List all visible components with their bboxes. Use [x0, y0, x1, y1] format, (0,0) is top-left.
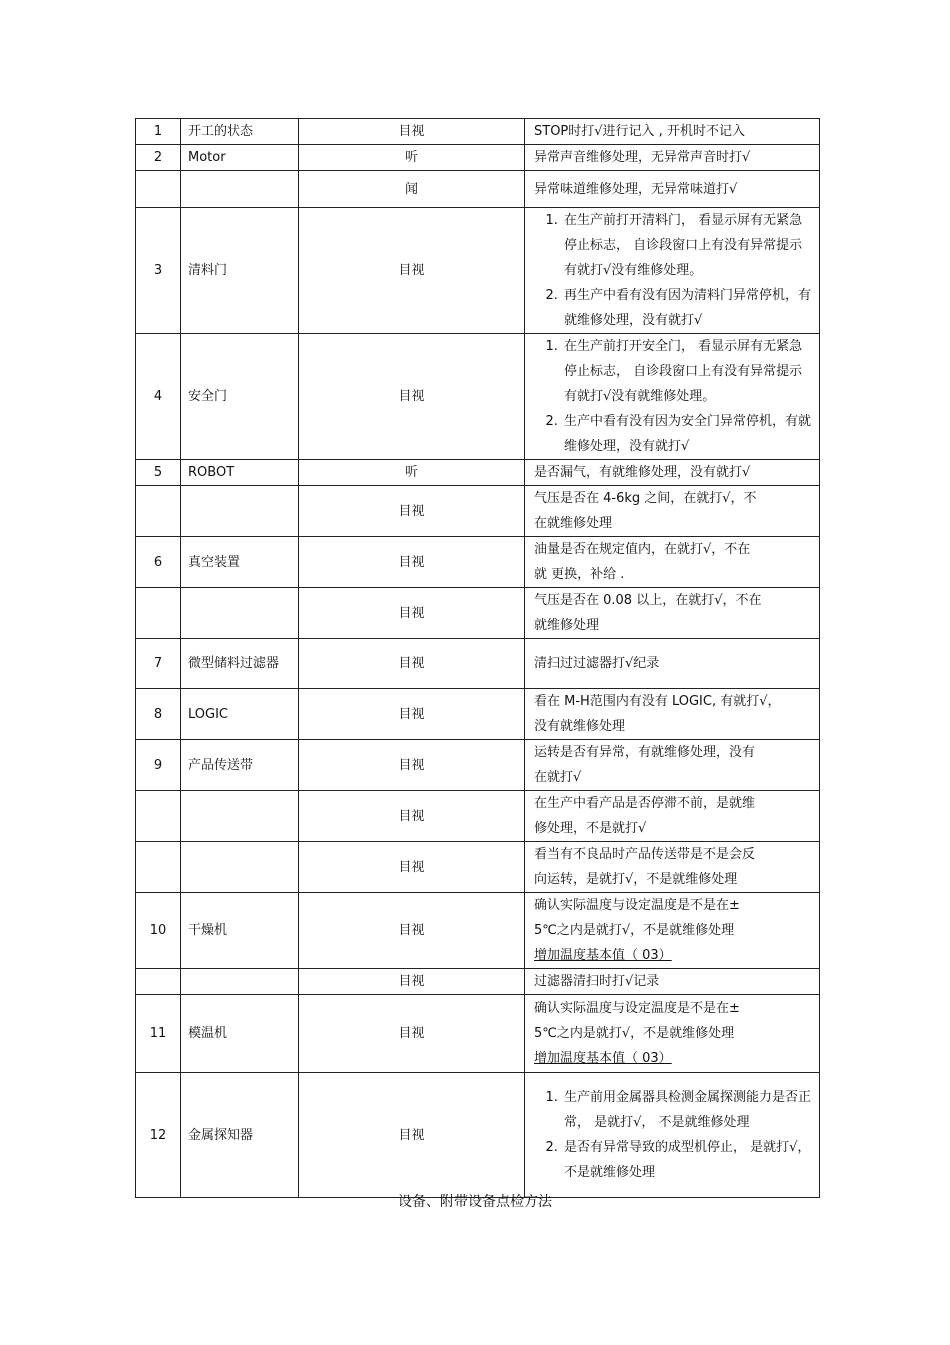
table-caption: 设备、附带设备点检方法: [398, 1194, 552, 1210]
description-line: 过滤器清扫时打√记录: [534, 974, 660, 989]
description-line: 气压是否在 4-6kg 之间，在就打√，不: [534, 491, 757, 506]
check-method: 目视: [299, 537, 525, 588]
row-number: [136, 791, 181, 842]
check-method: 目视: [299, 334, 525, 460]
description-line: 看当有不良品时产品传送带是不是会反: [534, 847, 756, 862]
check-method: 目视: [299, 791, 525, 842]
table-row: [136, 334, 820, 460]
description-line: 看在 M-H范围内有没有 LOGIC, 有就打√，: [534, 694, 781, 709]
description-line: STOP时打√进行记入 , 开机时不记入: [534, 124, 745, 139]
check-method: 闻: [299, 171, 525, 208]
table-row: [136, 486, 820, 537]
step-item: 1. 在生产前打开安全门， 看显示屏有无紧急停止标志， 自诊段窗口上有没有异常提示有就打√没有就维修处理。: [562, 334, 813, 409]
check-description: [525, 740, 820, 791]
row-number: 4: [136, 334, 181, 460]
check-description: [525, 334, 820, 460]
check-item: Motor: [181, 145, 299, 171]
table-row: [136, 639, 820, 689]
check-item: 微型储料过滤器: [181, 639, 299, 689]
check-item: [181, 969, 299, 995]
check-item: LOGIC: [181, 689, 299, 740]
check-method: 听: [299, 460, 525, 486]
row-number: [136, 171, 181, 208]
check-item: 模温机: [181, 995, 299, 1073]
check-item: 开工的状态: [181, 119, 299, 145]
step-item: 2. 是否有异常导致的成型机停止， 是就打√，不是就维修处理: [562, 1135, 813, 1185]
table-row: [136, 145, 820, 171]
table-row: [136, 842, 820, 893]
table-row: [136, 537, 820, 588]
description-line: 在就维修处理: [534, 516, 613, 531]
check-item: 金属探知器: [181, 1073, 299, 1198]
description-line: 清扫过过滤器打√纪录: [534, 656, 660, 671]
table-row: [136, 893, 820, 969]
description-line: 是否漏气，有就维修处理，没有就打√: [534, 465, 751, 480]
step-item: 1. 在生产前打开清料门， 看显示屏有无紧急停止标志， 自诊段窗口上有没有异常提示有就打√没有维修处理。: [562, 208, 813, 283]
check-method: 目视: [299, 995, 525, 1073]
description-line: 在就打√: [534, 770, 582, 785]
row-number: 12: [136, 1073, 181, 1198]
row-number: 6: [136, 537, 181, 588]
check-method: 目视: [299, 893, 525, 969]
check-method: 听: [299, 145, 525, 171]
check-method: 目视: [299, 740, 525, 791]
description-line: 5℃之内是就打√，不是就维修处理: [534, 1026, 735, 1041]
description-line: 异常味道维修处理，无异常味道打√: [534, 181, 738, 197]
table-row: [136, 208, 820, 334]
table-row: [136, 460, 820, 486]
check-description: [525, 588, 820, 639]
step-list: [534, 208, 813, 333]
check-description: [525, 995, 820, 1073]
table-row: [136, 171, 820, 208]
check-description: [525, 893, 820, 969]
description-line: 确认实际温度与设定温度是不是在±: [534, 1001, 740, 1016]
description-line: 异常声音维修处理，无异常声音时打√: [534, 150, 751, 165]
step-item: 1. 生产前用金属器具检测金属探测能力是否正常， 是就打√， 不是就维修处理: [562, 1085, 813, 1135]
description-line: 气压是否在 0.08 以上，在就打√，不在: [534, 593, 762, 608]
check-description: [525, 842, 820, 893]
row-number: 7: [136, 639, 181, 689]
description-line: 在生产中看产品是否停滞不前，是就维: [534, 796, 756, 811]
description-line: 运转是否有异常，有就维修处理，没有: [534, 745, 756, 760]
step-item: 2. 生产中看有没有因为安全门异常停机，有就维修处理，没有就打√: [562, 409, 813, 459]
description-line: 确认实际温度与设定温度是不是在±: [534, 898, 740, 913]
check-method: 目视: [299, 208, 525, 334]
description-line: 5℃之内是就打√，不是就维修处理: [534, 923, 735, 938]
check-item: [181, 842, 299, 893]
row-number: 2: [136, 145, 181, 171]
row-number: [136, 842, 181, 893]
check-description: [525, 208, 820, 334]
check-description: [525, 486, 820, 537]
check-method: 目视: [299, 969, 525, 995]
check-description: [525, 460, 820, 486]
row-number: [136, 486, 181, 537]
row-number: 8: [136, 689, 181, 740]
row-number: 11: [136, 995, 181, 1073]
row-number: [136, 969, 181, 995]
table-row: [136, 588, 820, 639]
inspection-table: [135, 118, 820, 1198]
check-item: [181, 588, 299, 639]
description-line: 就维修处理: [534, 618, 600, 633]
check-item: [181, 791, 299, 842]
table-row: [136, 791, 820, 842]
base-value-note: 增加温度基本值（ 03）: [534, 948, 672, 963]
table-row: [136, 740, 820, 791]
step-list: [534, 1085, 813, 1185]
table-row: [136, 995, 820, 1073]
row-number: 5: [136, 460, 181, 486]
description-line: 修处理，不是就打√: [534, 821, 647, 836]
check-item: 清料门: [181, 208, 299, 334]
description-line: 就 更换，补给 .: [534, 567, 625, 582]
description-line: 没有就维修处理: [534, 719, 626, 734]
check-item: ROBOT: [181, 460, 299, 486]
check-item: [181, 486, 299, 537]
check-description: [525, 969, 820, 995]
check-method: 目视: [299, 842, 525, 893]
row-number: 9: [136, 740, 181, 791]
check-item: 干燥机: [181, 893, 299, 969]
check-method: 目视: [299, 486, 525, 537]
check-description: [525, 171, 820, 208]
table-row: [136, 689, 820, 740]
check-description: [525, 119, 820, 145]
check-item: 真空装置: [181, 537, 299, 588]
check-method: 目视: [299, 119, 525, 145]
check-method: 目视: [299, 1073, 525, 1198]
check-description: [525, 1073, 820, 1198]
description-line: 向运转，是就打√，不是就维修处理: [534, 872, 738, 887]
check-description: [525, 791, 820, 842]
step-list: [534, 334, 813, 459]
check-description: [525, 639, 820, 689]
check-description: [525, 689, 820, 740]
check-method: 目视: [299, 588, 525, 639]
check-item: 安全门: [181, 334, 299, 460]
check-method: 目视: [299, 689, 525, 740]
row-number: 1: [136, 119, 181, 145]
row-number: [136, 588, 181, 639]
check-description: [525, 537, 820, 588]
check-item: 产品传送带: [181, 740, 299, 791]
table-row: [136, 1073, 820, 1198]
check-description: [525, 145, 820, 171]
row-number: 10: [136, 893, 181, 969]
table-row: [136, 119, 820, 145]
check-method: 目视: [299, 639, 525, 689]
check-item: [181, 171, 299, 208]
row-number: 3: [136, 208, 181, 334]
table-row: [136, 969, 820, 995]
step-item: 2. 再生产中看有没有因为清料门异常停机，有就维修处理，没有就打√: [562, 283, 813, 333]
description-line: 油量是否在规定值内，在就打√，不在: [534, 542, 751, 557]
base-value-note: 增加温度基本值（ 03）: [534, 1051, 672, 1066]
